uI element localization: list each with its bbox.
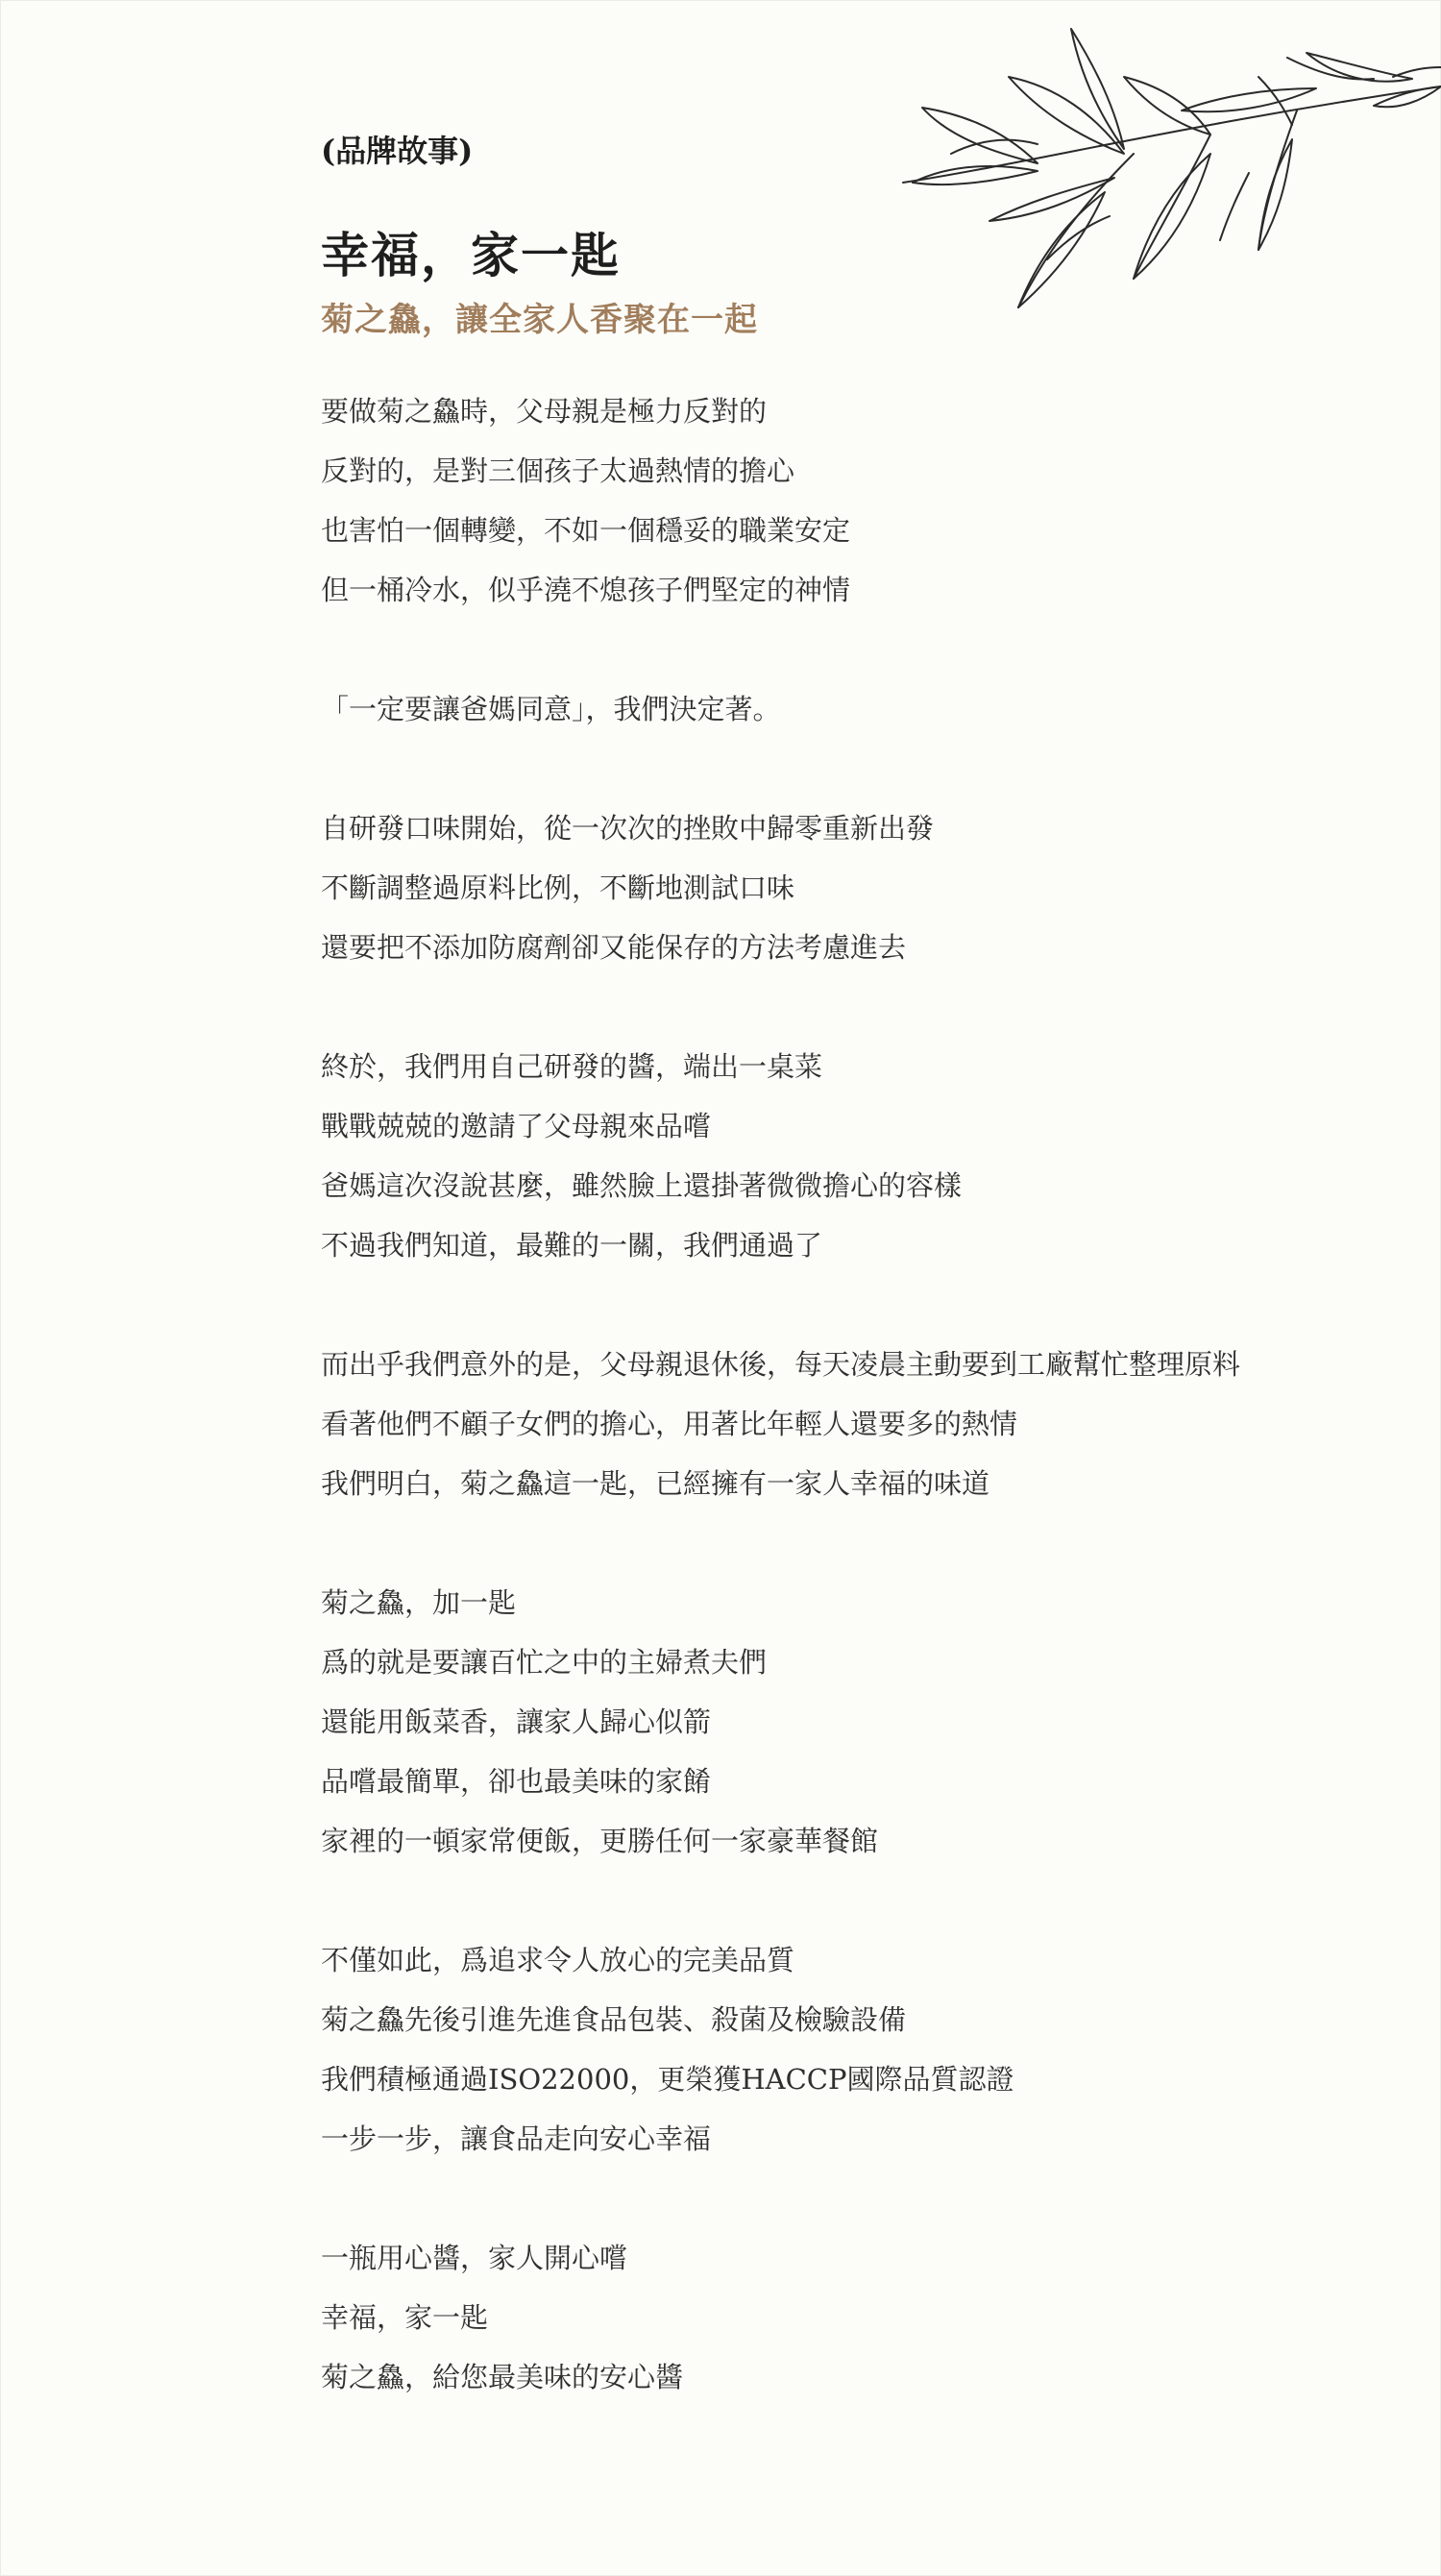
- text-line: 但一桶冷水，似乎澆不熄孩子們堅定的神情: [321, 573, 851, 606]
- paragraph: [321, 798, 1358, 977]
- paragraph: [321, 1037, 1358, 1275]
- text-line: 菊之鱻先後引進先進食品包裝、殺菌及檢驗設備: [321, 2002, 907, 2036]
- paragraph: [321, 679, 1358, 739]
- text-line: 反對的，是對三個孩子太過熱情的擔心: [321, 454, 795, 487]
- text-line: 不過我們知道，最難的一關，我們通過了: [321, 1228, 823, 1262]
- story-body: [321, 381, 1358, 2407]
- page-subtitle: 菊之鱻，讓全家人香聚在一起: [321, 301, 758, 340]
- text-line: 終於，我們用自己研發的醬，端出一桌菜: [321, 1049, 823, 1083]
- paragraph: [321, 1930, 1358, 2169]
- text-line: 家裡的一頓家常便飯，更勝任何一家豪華餐館: [321, 1824, 879, 1857]
- brand-story: [321, 133, 1358, 2407]
- text-line: 菊之鱻，加一匙: [321, 1585, 517, 1619]
- text-line: 品嚐最簡單，卻也最美味的家餚: [321, 1764, 712, 1798]
- text-line: 爸媽這次沒說甚麼，雖然臉上還掛著微微擔心的容樣: [321, 1168, 963, 1202]
- paragraph: [321, 1335, 1358, 1513]
- text-line: 爲的就是要讓百忙之中的主婦煮夫們: [321, 1645, 768, 1679]
- text-line: 我們積極通過ISO22000，更榮獲HACCP國際品質認證: [321, 2062, 1014, 2096]
- section-tag: (品牌故事): [321, 133, 474, 169]
- text-line: 看著他們不顧子女們的擔心，用著比年輕人還要多的熱情: [321, 1407, 1018, 1440]
- text-line: 「一定要讓爸媽同意」，我們決定著。: [321, 692, 781, 725]
- text-line: 要做菊之鱻時，父母親是極力反對的: [321, 394, 768, 428]
- page-title: 幸福，家一匙: [321, 227, 621, 284]
- text-line: 一瓶用心醬，家人開心嚐: [321, 2241, 628, 2274]
- text-line: 菊之鱻，給您最美味的安心醬: [321, 2360, 684, 2393]
- text-line: 不僅如此，爲追求令人放心的完美品質: [321, 1943, 795, 1976]
- paragraph: [321, 381, 1358, 620]
- text-line: 自研發口味開始，從一次次的挫敗中歸零重新出發: [321, 811, 935, 845]
- text-line: 一步一步，讓食品走向安心幸福: [321, 2122, 712, 2155]
- text-line: 也害怕一個轉變，不如一個穩妥的職業安定: [321, 513, 851, 547]
- text-line: 還能用飯菜香，讓家人歸心似箭: [321, 1705, 712, 1738]
- text-line: 而出乎我們意外的是，父母親退休後，每天凌晨主動要到工廠幫忙整理原料: [321, 1347, 1241, 1381]
- text-line: 幸福，家一匙: [321, 2300, 489, 2334]
- text-line: 還要把不添加防腐劑卻又能保存的方法考慮進去: [321, 930, 907, 964]
- text-line: 戰戰兢兢的邀請了父母親來品嚐: [321, 1109, 712, 1142]
- text-line: 不斷調整過原料比例，不斷地測試口味: [321, 871, 795, 904]
- paragraph: [321, 2228, 1358, 2407]
- text-line: 我們明白，菊之鱻這一匙，已經擁有一家人幸福的味道: [321, 1466, 990, 1500]
- paragraph: [321, 1573, 1358, 1871]
